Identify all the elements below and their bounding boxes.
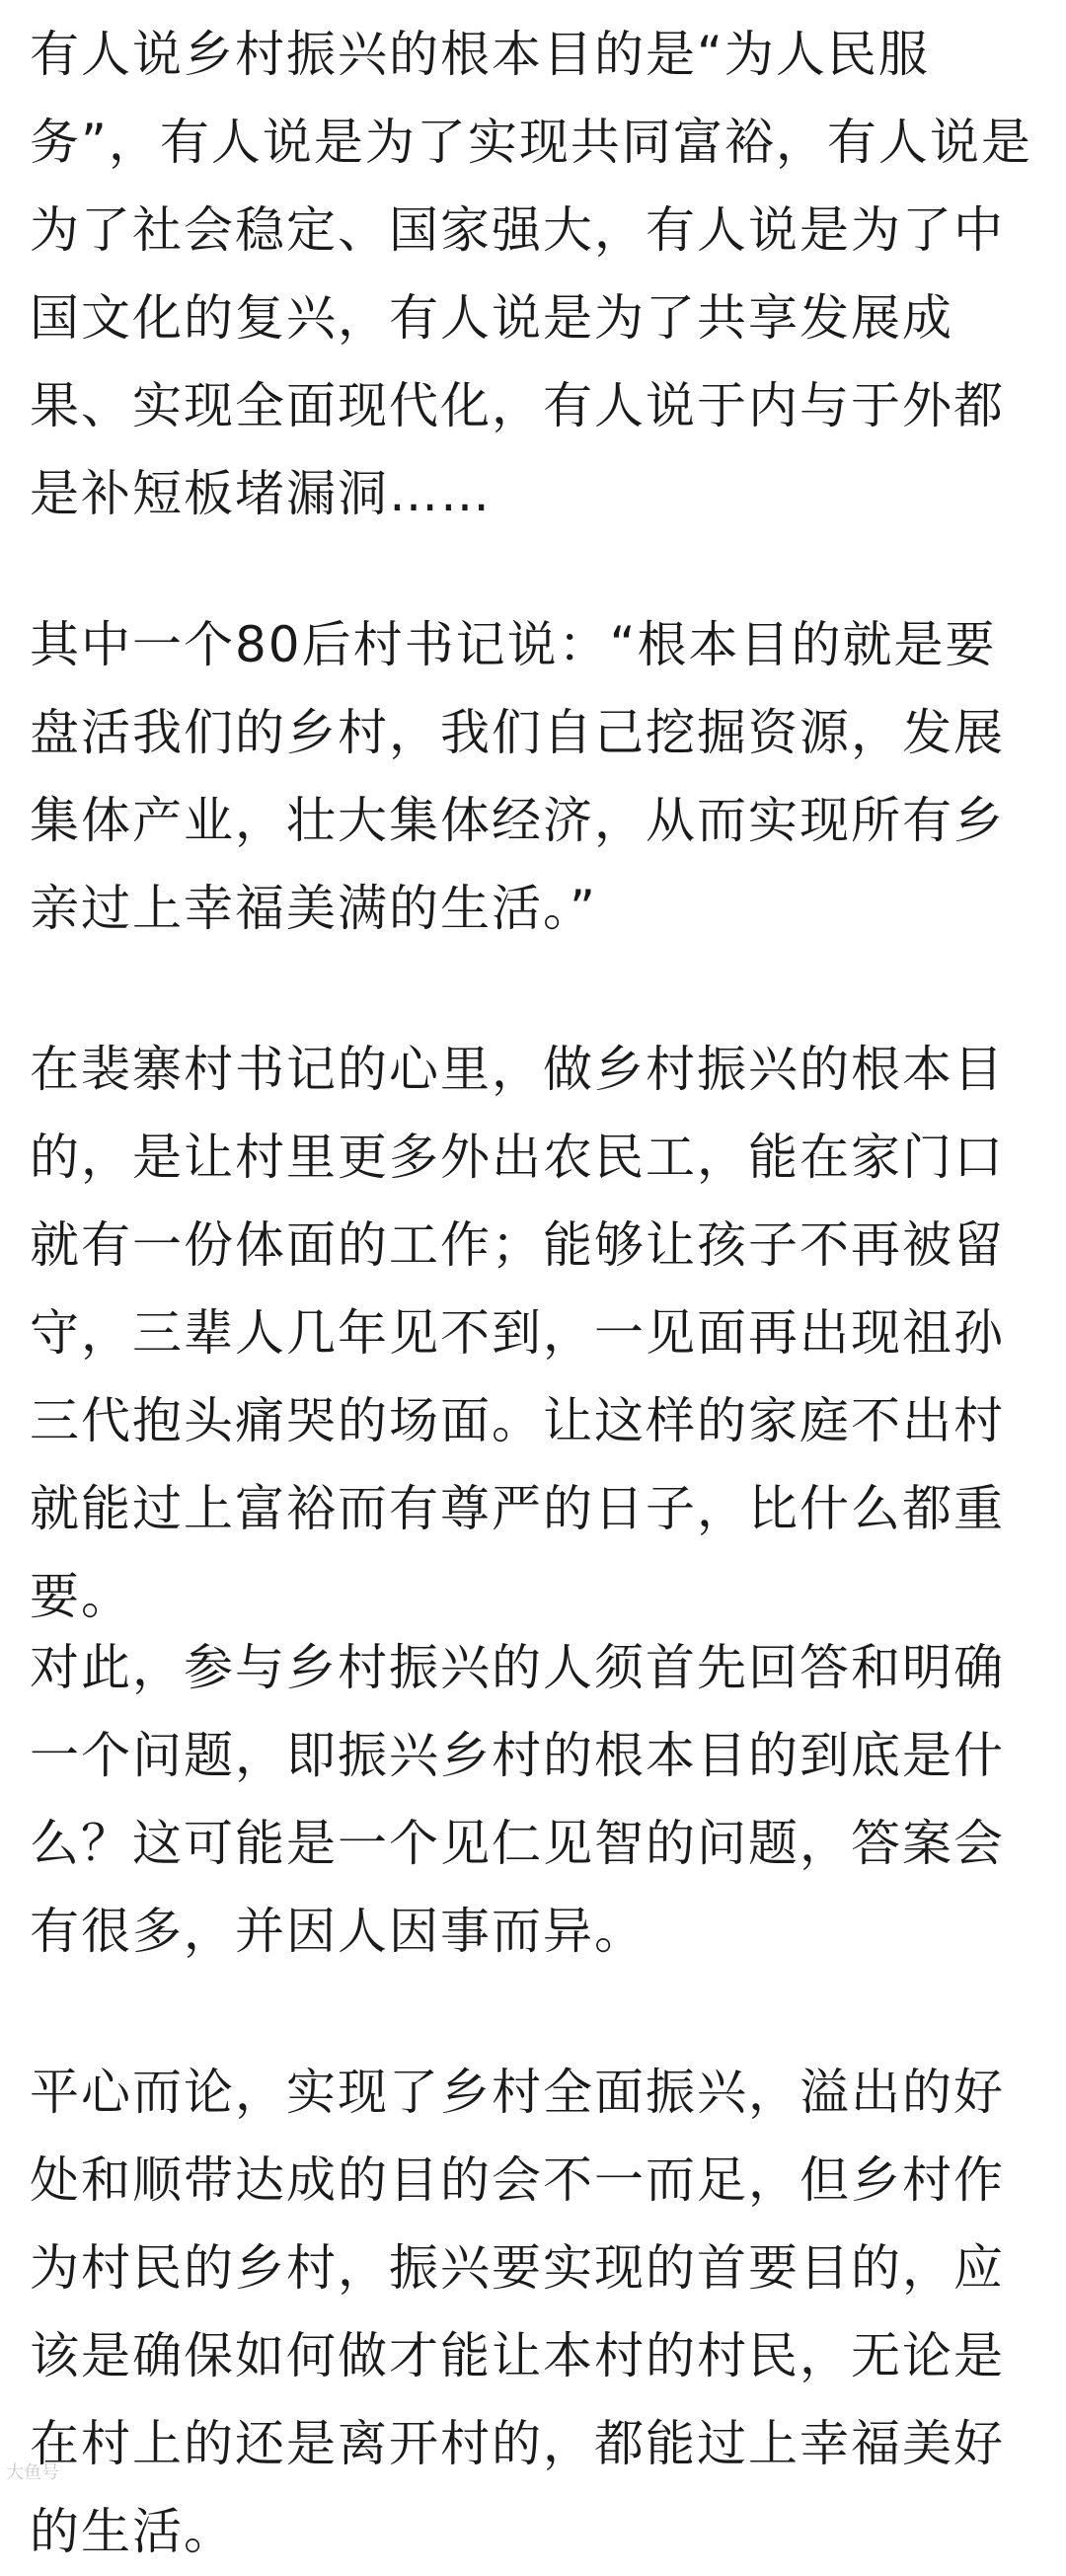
watermark bbox=[6, 2459, 59, 2484]
paragraph-5: 平心而论，实现了乡村全面振兴，溢出的好处和顺带达成的目的会不一而足，但乡村作为村民的乡村，振兴要实现的首要目的，应该是确保如何做才能让本村的村民，无论是在村上的还是离开村的，都能过上幸福美好的生活。 bbox=[30, 2064, 1005, 2560]
paragraph-1: 有人说乡村振兴的根本目的是“为人民服务”，有人说是为了实现共同富裕，有人说是为了社会稳定、国家强大，有人说是为了中国文化的复兴，有人说是为了共享发展成果、实现全面现代化，有人说于内与于外都是补短板堵漏洞…… bbox=[30, 26, 1032, 522]
watermark-text: 大鱼号 bbox=[6, 2462, 59, 2483]
paragraph-2: 其中一个80后村书记说：“根本目的就是要盘活我们的乡村，我们自己挖掘资源，发展集体产业，壮大集体经济，从而实现所有乡亲过上幸福美满的生活。” bbox=[30, 616, 1005, 937]
paragraph-3: 在裴寨村书记的心里，做乡村振兴的根本目的，是让村里更多外出农民工，能在家门口就有一份体面的工作；能够让孩子不再被留守，三辈人几年见不到，一见面再出现祖孙三代抱头痛哭的场面。让这样的家庭不出村就能过上富裕而有尊严的日子，比什么都重要。 bbox=[30, 1041, 1005, 1625]
paragraph-4: 对此，参与乡村振兴的人须首先回答和明确一个问题，即振兴乡村的根本目的到底是什么？这可能是一个见仁见智的问题，答案会有很多，并因人因事而异。 bbox=[30, 1639, 1005, 1960]
